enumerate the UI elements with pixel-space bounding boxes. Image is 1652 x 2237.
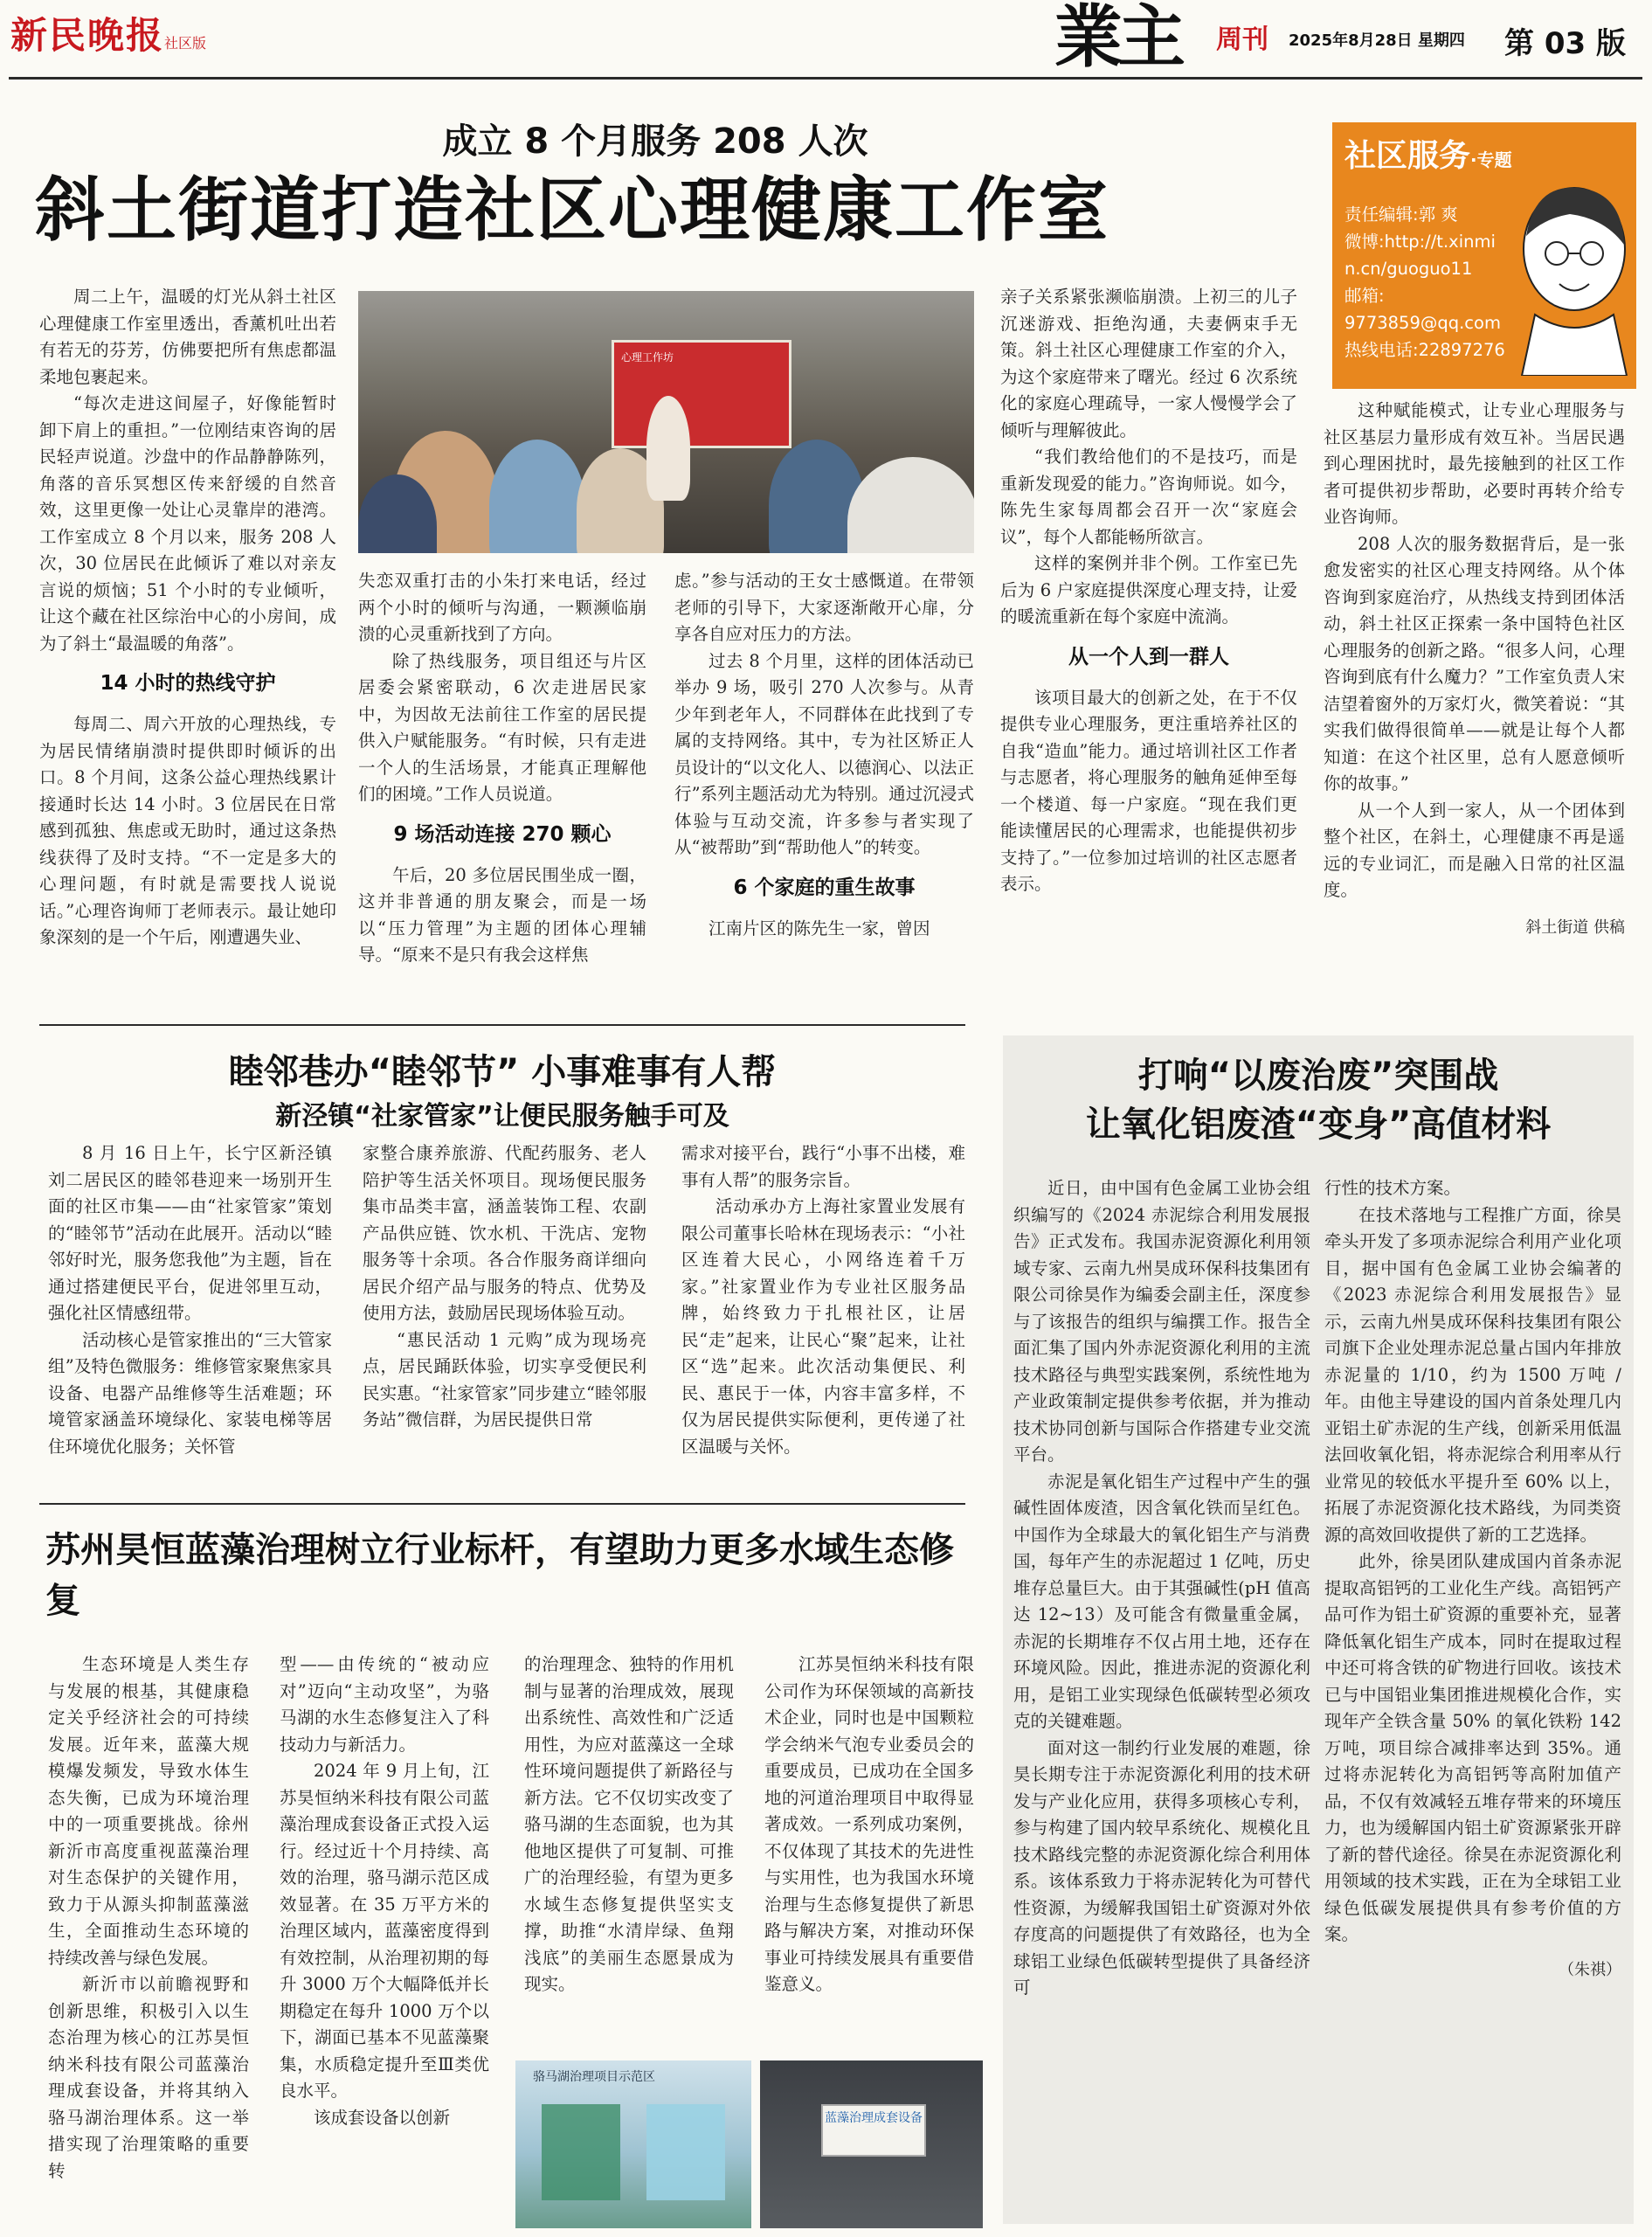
editor-info-box [1332,122,1636,389]
section-rule-2 [39,1503,965,1505]
section-rule [39,1024,965,1026]
section-weekly: 周刊 [1216,24,1268,55]
issue-date: 2025年8月28日 星期四 [1289,31,1465,50]
article3-column-2: 型——由传统的“被动应对”迈向“主动攻坚”，为骆马湖的水生态修复注入了科技动力与新活力。 2024 年 9 月上旬，江苏昊恒纳米科技有限公司蓝藻治理成套设备正式投入运行。经过近十个月持续、高效的治理，骆马湖示范区成效显著。在 35 万平方米的治理区域内，蓝藻密度得到有效控制，从治理初期的每升 3000 万个大幅降低并长期稳定在每升 1000 万个以下，湖面已基本不见蓝藻聚集，水质稳定提升至Ⅲ类优良水平。 该成套设备以创新 [280,1654,489,2128]
masthead-rule [9,77,1642,80]
article1-credit: 斜土街道 供稿 [1525,918,1625,937]
photo2-caption: 蓝藻治理成套设备 [821,2104,926,2157]
article3-column-4: 江苏昊恒纳米科技有限公司作为环保领域的高新技术企业，同时也是中国颗粒学会纳米气泡专业委员会的重要成员，已成功在全国多地的河道治理项目中取得显著成效。一系列成功案例，不仅体现了其技术的先进性与实用性，也为我国水环境治理与生态修复提供了新思路与解决方案，对推动环保事业可持续发展具有重要借鉴意义。 [764,1654,974,1994]
article1-column-4: 亲子关系紧张濒临崩溃。上初三的儿子沉迷游戏、拒绝沟通，夫妻俩束手无策。斜土社区心理健康工作室的介入，为这个家庭带来了曙光。经过 6 次系统化的家庭心理疏导，一家人慢慢学会了倾听与理解彼此。 “我们教给他们的不是技巧，而是重新发现爱的能力。”咨询师说。如今，陈先生家每周都会召开一次“家庭会议”，每个人都能畅所欲言。 这样的案例并非个例。工作室已先后为 6 户家庭提供深度心理支持，让爱的暖流重新在每个家庭中流淌。 从一个人到一群人 该项目最大的创新之处，在于不仅提供专业心理服务，更注重培养社区的自我“造血”能力。通过培训社区工作者与志愿者，将心理服务的触角延伸至每一个楼道、每一户家庭。“现在我们更能读懂居民的心理需求，也能提供初步支持了。”一位参加过培训的社区志愿者表示。 [1000,287,1297,894]
editor-contacts [1344,201,1510,364]
article1-column-2: 失恋双重打击的小朱打来电话，经过两个小时的倾听与沟通，一颗濒临崩溃的心灵重新找到了方向。 除了热线服务，项目组还与片区居委会紧密联动，6 次走进居民家中，为因故无法前往工作室的居民提供入户赋能服务。“有时候，只有走进一个人的生活场景，才能真正理解他们的困境。”工作人员说道。 9 场活动连接 270 颗心 午后，20 多位居民围坐成一圈，这并非普通的朋友聚会，而是一场以“压力管理”为主题的团体心理辅导。“原来不是只有我会这样焦 [358,571,646,965]
article1-column-5: 这种赋能模式，让专业心理服务与社区基层力量形成有效互补。当居民遇到心理困扰时，最先接触到的社区工作者可提供初步帮助，必要时再转介给专业咨询师。 208 人次的服务数据背后，是一张愈发密实的社区心理支持网络。从个体咨询到家庭治疗，从热线支持到团体活动，斜土社区正探索一条中国特色社区心理服务的创新之路。“很多人问，心理咨询到底有什么魔力？”工作室负责人宋洁望着窗外的万家灯火，微笑着说：“其实我们做得很简单——就是让每个人都知道：在这个社区里，总有人愿意倾听你的故事。” 从一个人到一家人，从一个团体到整个社区，在斜土，心理健康不再是遥远的专业词汇，而是融入日常的社区温度。 斜土街道 供稿 [1324,398,1625,941]
article2-column-1: 8 月 16 日上午，长宁区新泾镇刘二居民区的睦邻巷迎来一场别开生面的社区市集——由“社家管家”策划的“睦邻节”活动在此展开。活动以“睦邻好时光，服务您我他”为主题，旨在通过搭建便民平台，促进邻里互动，强化社区情感纽带。 活动核心是管家推出的“三大管家组”及特色微服务：维修管家聚焦家具设备、电器产品维修等生活难题；环境管家涵盖环境绿化、家装电梯等居住环境优化服务；关怀管 [48,1143,332,1457]
article1-subhead-activities: 9 场活动连接 270 颗心 [393,822,612,846]
article1-subhead-hotline: 14 小时的热线守护 [100,672,276,695]
article1-column-3: 虑。”参与活动的王女士感慨道。在带领老师的引导下，大家逐渐敞开心扉，分享各自应对压力的方法。 过去 8 个月里，这样的团体活动已举办 9 场，吸引 270 人次参与。从青少年到老年人，不同群体在此找到了专属的支持网络。其中，专为社区矫正人员设计的“以文化人、以德润心、以法正行”系列主题活动尤为特别。通过沉浸式体验与互动交流，许多参与者实现了从“被帮助”到“帮助他人”的转变。 6 个家庭的重生故事 江南片区的陈先生一家，曾因 [674,571,974,938]
article4-title: 打响“以废治废”突围战 让氧化铝废渣“变身”高值材料 [1085,1056,1552,1145]
article2-column-2: 家整合康养旅游、代配药服务、老人陪护等生活关怀项目。现场便民服务集市品类丰富，涵盖装饰工程、农副产品供应链、饮水机、干洗店、宠物服务等十余项。各合作服务商详细向居民介绍产品与服务的特点、优势及使用方法，鼓励居民现场体验互动。 “惠民活动 1 元购”成为现场亮点，居民踊跃体验，切实享受便民利民实惠。“社家管家”同步建立“睦邻服务站”微信群，为居民提供日常 [363,1143,646,1430]
editor-email[interactable]: 9773859@qq.com [1344,313,1501,333]
article4-column-1: 近日，由中国有色金属工业协会组织编写的《2024 赤泥综合利用发展报告》正式发布。我国赤泥资源化利用领域专家、云南九州昊成环保科技集团有限公司徐昊作为编委会副主任，深度参与了该报告的组织与编撰工作。报告全面汇集了国内外赤泥资源化利用的主流技术路径与典型实践案例，系统性地为产业政策制定提供参考依据，并为推动技术协同创新与国际合作搭建专业交流平台。 赤泥是氧化铝生产过程中产生的强碱性固体废渣，因含氧化铁而呈红色。中国作为全球最大的氧化铝生产与消费国，每年产生的赤泥超过 1 亿吨，历史堆存总量巨大。由于其强碱性(pH 值高达 12~13）及可能含有微量重金属，赤泥的长期堆存不仅占用土地，还存在环境风险。因此，推进赤泥的资源化利用，是铝工业实现绿色低碳转型必须攻克的关键难题。 面对这一制约行业发展的难题，徐昊长期专注于赤泥资源化利用的技术研发与产业化应用，获得多项核心专利，参与构建了国内较早系统化、规模化且技术路线完整的赤泥资源化综合利用体系。该体系致力于将赤泥转化为可替代性资源，为缓解我国铝土矿资源对外依存度高的问题提供了有效路径，也为全球铝工业绿色低碳转型提供了具备经济可 [1013,1178,1310,1998]
article3-photo-1 [515,2060,751,2228]
article1-subhead-community: 从一个人到一群人 [1068,645,1229,668]
article3-column-3: 的治理理念、独特的作用机制与显著的治理成效，展现出系统性、高效性和广泛适用性，为应对蓝藻这一全球性环境问题提供了新路径与新方法。它不仅切实改变了骆马湖的生态面貌，也为其他地区提供了可复制、可推广的治理经验，有望为更多水域生态修复提供坚实支撑，助推“水清岸绿、鱼翔浅底”的美丽生态愿景成为现实。 [524,1654,734,1994]
article2-subtitle: 新泾镇“社家管家”让便民服务触手可及 [275,1101,729,1132]
editor-name: 责任编辑:郭 爽 [1344,204,1458,225]
editor-portrait-icon [1509,175,1631,376]
section-logo: 業主 [1054,0,1181,77]
article2-title: 睦邻巷办“睦邻节” 小事难事有人帮 [228,1052,777,1092]
article1-column-1: 周二上午，温暖的灯光从斜土社区心理健康工作室里透出，香薰机吐出若有若无的芬芳，仿佛要把所有焦虑都温柔地包裹起来。 “每次走进这间屋子，好像能暂时卸下肩上的重担。”一位刚结束咨询的居民轻声说道。沙盘中的作品静静陈列，角落的音乐冥想区传来舒缓的自然音效，这里更像一处让心灵靠岸的港湾。工作室成立 8 个月以来，服务 208 人次，30 位居民在此倾诉了难以对亲友言说的烦恼；51 个小时的专业倾听，让这个藏在社区综治中心的小房间，成为了斜土“最温暖的角落”。 14 小时的热线守护 每周二、周六开放的心理热线，专为居民情绪崩溃时提供即时倾诉的出口。8 个月间，这条公益心理热线累计接通时长达 14 小时。3 位居民在日常感到孤独、焦虑或无助时，通过这条热线获得了及时支持。“不一定是多大的心理问题，有时就是需要找人说说话。”心理咨询师丁老师表示。最让她印象深刻的是一个午后，刚遭遇失业、 [39,287,336,947]
article3-photo-2 [760,2060,983,2228]
article1-subhead-families: 6 个家庭的重生故事 [733,876,916,899]
paper-name: 新民晚报社区版 [10,14,207,57]
article3-column-1: 生态环境是人类生存与发展的根基，其健康稳定关乎经济社会的可持续发展。近年来，蓝藻大规模爆发频发，导致水体生态失衡，已成为环境治理中的一项重要挑战。徐州新沂市高度重视蓝藻治理对生态保护的关键作用，致力于从源头抑制蓝藻滋生，全面推动生态环境的持续改善与绿色发展。 新沂市以前瞻视野和创新思维，积极引入以生态治理为核心的江苏昊恒纳米科技有限公司蓝藻治理成套设备，并将其纳入骆马湖治理体系。这一举措实现了治理策略的重要转 [48,1654,249,2181]
article3-title: 苏州昊恒蓝藻治理树立行业标杆，有望助力更多水域生态修复 [45,1530,954,1621]
article4-column-2: 行性的技术方案。 在技术落地与工程推广方面，徐昊牵头开发了多项赤泥综合利用产业化项目，据中国有色金属工业协会编著的《2023 赤泥综合利用发展报告》显示，云南九州昊成环保科技集团有限公司旗下企业处理赤泥总量占国内年排放赤泥量的 1/10，约为 1500 万吨 / 年。由他主导建设的国内首条处理几内亚铝土矿赤泥的生产线，创新采用低温法回收氧化铝，将赤泥综合利用率从行业常见的较低水平提升至 60% 以上，拓展了赤泥资源化技术路线，为同类资源的高效回收提供了新的工艺选择。 此外，徐昊团队建成国内首条赤泥提取高铝钙的工业化生产线。高铝钙产品可作为铝土矿资源的重要补充，显著降低氧化铝生产成本，同时在提取过程中还可将含铁的矿物进行回收。该技术已与中国铝业集团推进规模化合作，实现年产全铁含量 50% 的氧化铁粉 142 万吨，项目综合减排率达到 35%。通过将赤泥转化为高铝钙等高附加值产品，不仅有效减轻五堆存带来的环境压力，也为缓解国内铝土矿资源紧张开辟了新的替代途径。徐昊在赤泥资源化利用领域的技术实践，正在为全球铝工业绿色低碳发展提供具有参考价值的方案。 （朱祺） [1324,1175,1621,1984]
presentation-screen: 心理工作坊 [612,340,791,448]
article2-column-3: 需求对接平台，践行“小事不出楼，难事有人帮”的服务宗旨。 活动承办方上海社家置业发展有限公司董事长哈林在现场表示：“小社区连着大民心，小网络连着千万家。”社家置业作为专业社区服务品牌，始终致力于扎根社区，让居民“走”起来，让民心“聚”起来，让社区“选”起来。此次活动集便民、利民、惠民于一体，内容丰富多样，不仅为居民提供实际便利，更传递了社区温暖与关怀。 [681,1143,965,1457]
article4-box [1003,1035,1634,2224]
article4-credit: （朱祺） [1559,1960,1621,1979]
editor-email-label: 邮箱: [1344,286,1385,306]
editor-weibo[interactable]: 微博:http://t.xinmin.cn/guoguo11 [1344,232,1496,279]
article1-kicker: 成立 8 个月服务 208 人次 [442,121,868,162]
photo1-caption: 骆马湖治理项目示范区 [533,2070,655,2084]
page-number: 第 03 版 [1504,26,1626,61]
article1-photo [358,291,974,553]
sidebar-title: 社区服务·专题 [1344,138,1512,174]
article1-title: 斜土街道打造社区心理健康工作室 [35,170,1109,251]
edition-label: 社区版 [164,35,207,52]
editor-hotline: 热线电话:22897276 [1344,340,1505,360]
